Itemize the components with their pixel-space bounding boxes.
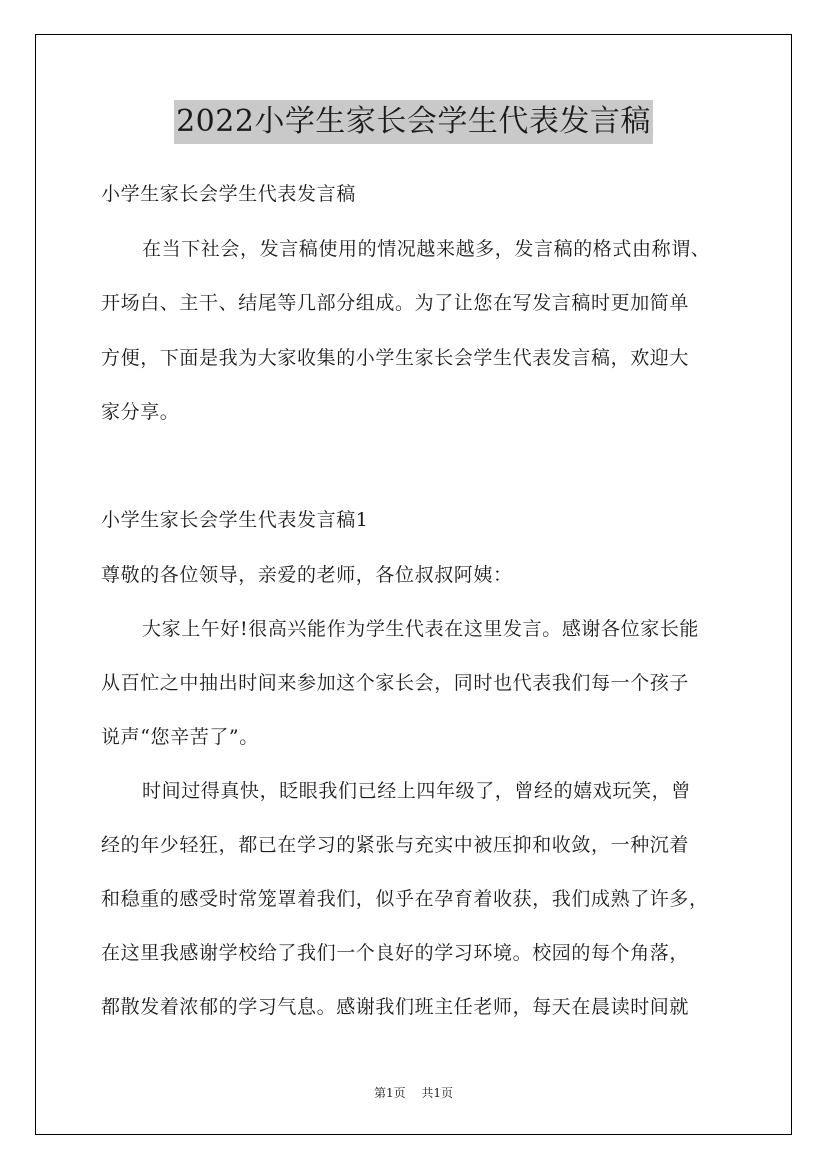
subtitle: 小学生家长会学生代表发言稿 <box>101 183 356 205</box>
para1-line-1: 大家上午好!很高兴能作为学生代表在这里发言。感谢各位家长能 <box>142 618 700 640</box>
para2-line-1: 时间过得真快，眨眼我们已经上四年级了，曾经的嬉戏玩笑，曾 <box>142 780 691 802</box>
title-container <box>0 100 827 144</box>
intro-line-4: 家分享。 <box>101 401 180 423</box>
page-total: 共1页 <box>421 1086 454 1100</box>
page-footer <box>0 1085 827 1101</box>
para1-line-3: 说声“您辛苦了”。 <box>101 726 259 748</box>
para1-line-2: 从百忙之中抽出时间来参加这个家长会，同时也代表我们每一个孩子 <box>101 672 690 694</box>
intro-line-2: 开场白、主干、结尾等几部分组成。为了让您在写发言稿时更加简单 <box>101 292 690 314</box>
para2-line-3: 和稳重的感受时常笼罩着我们，似乎在孕育着收获，我们成熟了许多， <box>101 888 709 910</box>
document-title: 2022小学生家长会学生代表发言稿 <box>174 100 653 144</box>
intro-line-3: 方便，下面是我为大家收集的小学生家长会学生代表发言稿，欢迎大 <box>101 347 690 369</box>
intro-line-1: 在当下社会，发言稿使用的情况越来越多，发言稿的格式由称谓、 <box>142 238 711 260</box>
section-heading: 小学生家长会学生代表发言稿1 <box>101 509 369 531</box>
para2-line-4: 在这里我感谢学校给了我们一个良好的学习环境。校园的每个角落， <box>101 942 690 964</box>
salutation: 尊敬的各位领导，亲爱的老师，各位叔叔阿姨： <box>101 564 513 586</box>
page-number: 第1页 <box>373 1086 406 1100</box>
para2-line-5: 都散发着浓郁的学习气息。感谢我们班主任老师，每天在晨读时间就 <box>101 996 690 1018</box>
para2-line-2: 经的年少轻狂，都已在学习的紧张与充实中被压抑和收敛，一种沉着 <box>101 834 690 856</box>
